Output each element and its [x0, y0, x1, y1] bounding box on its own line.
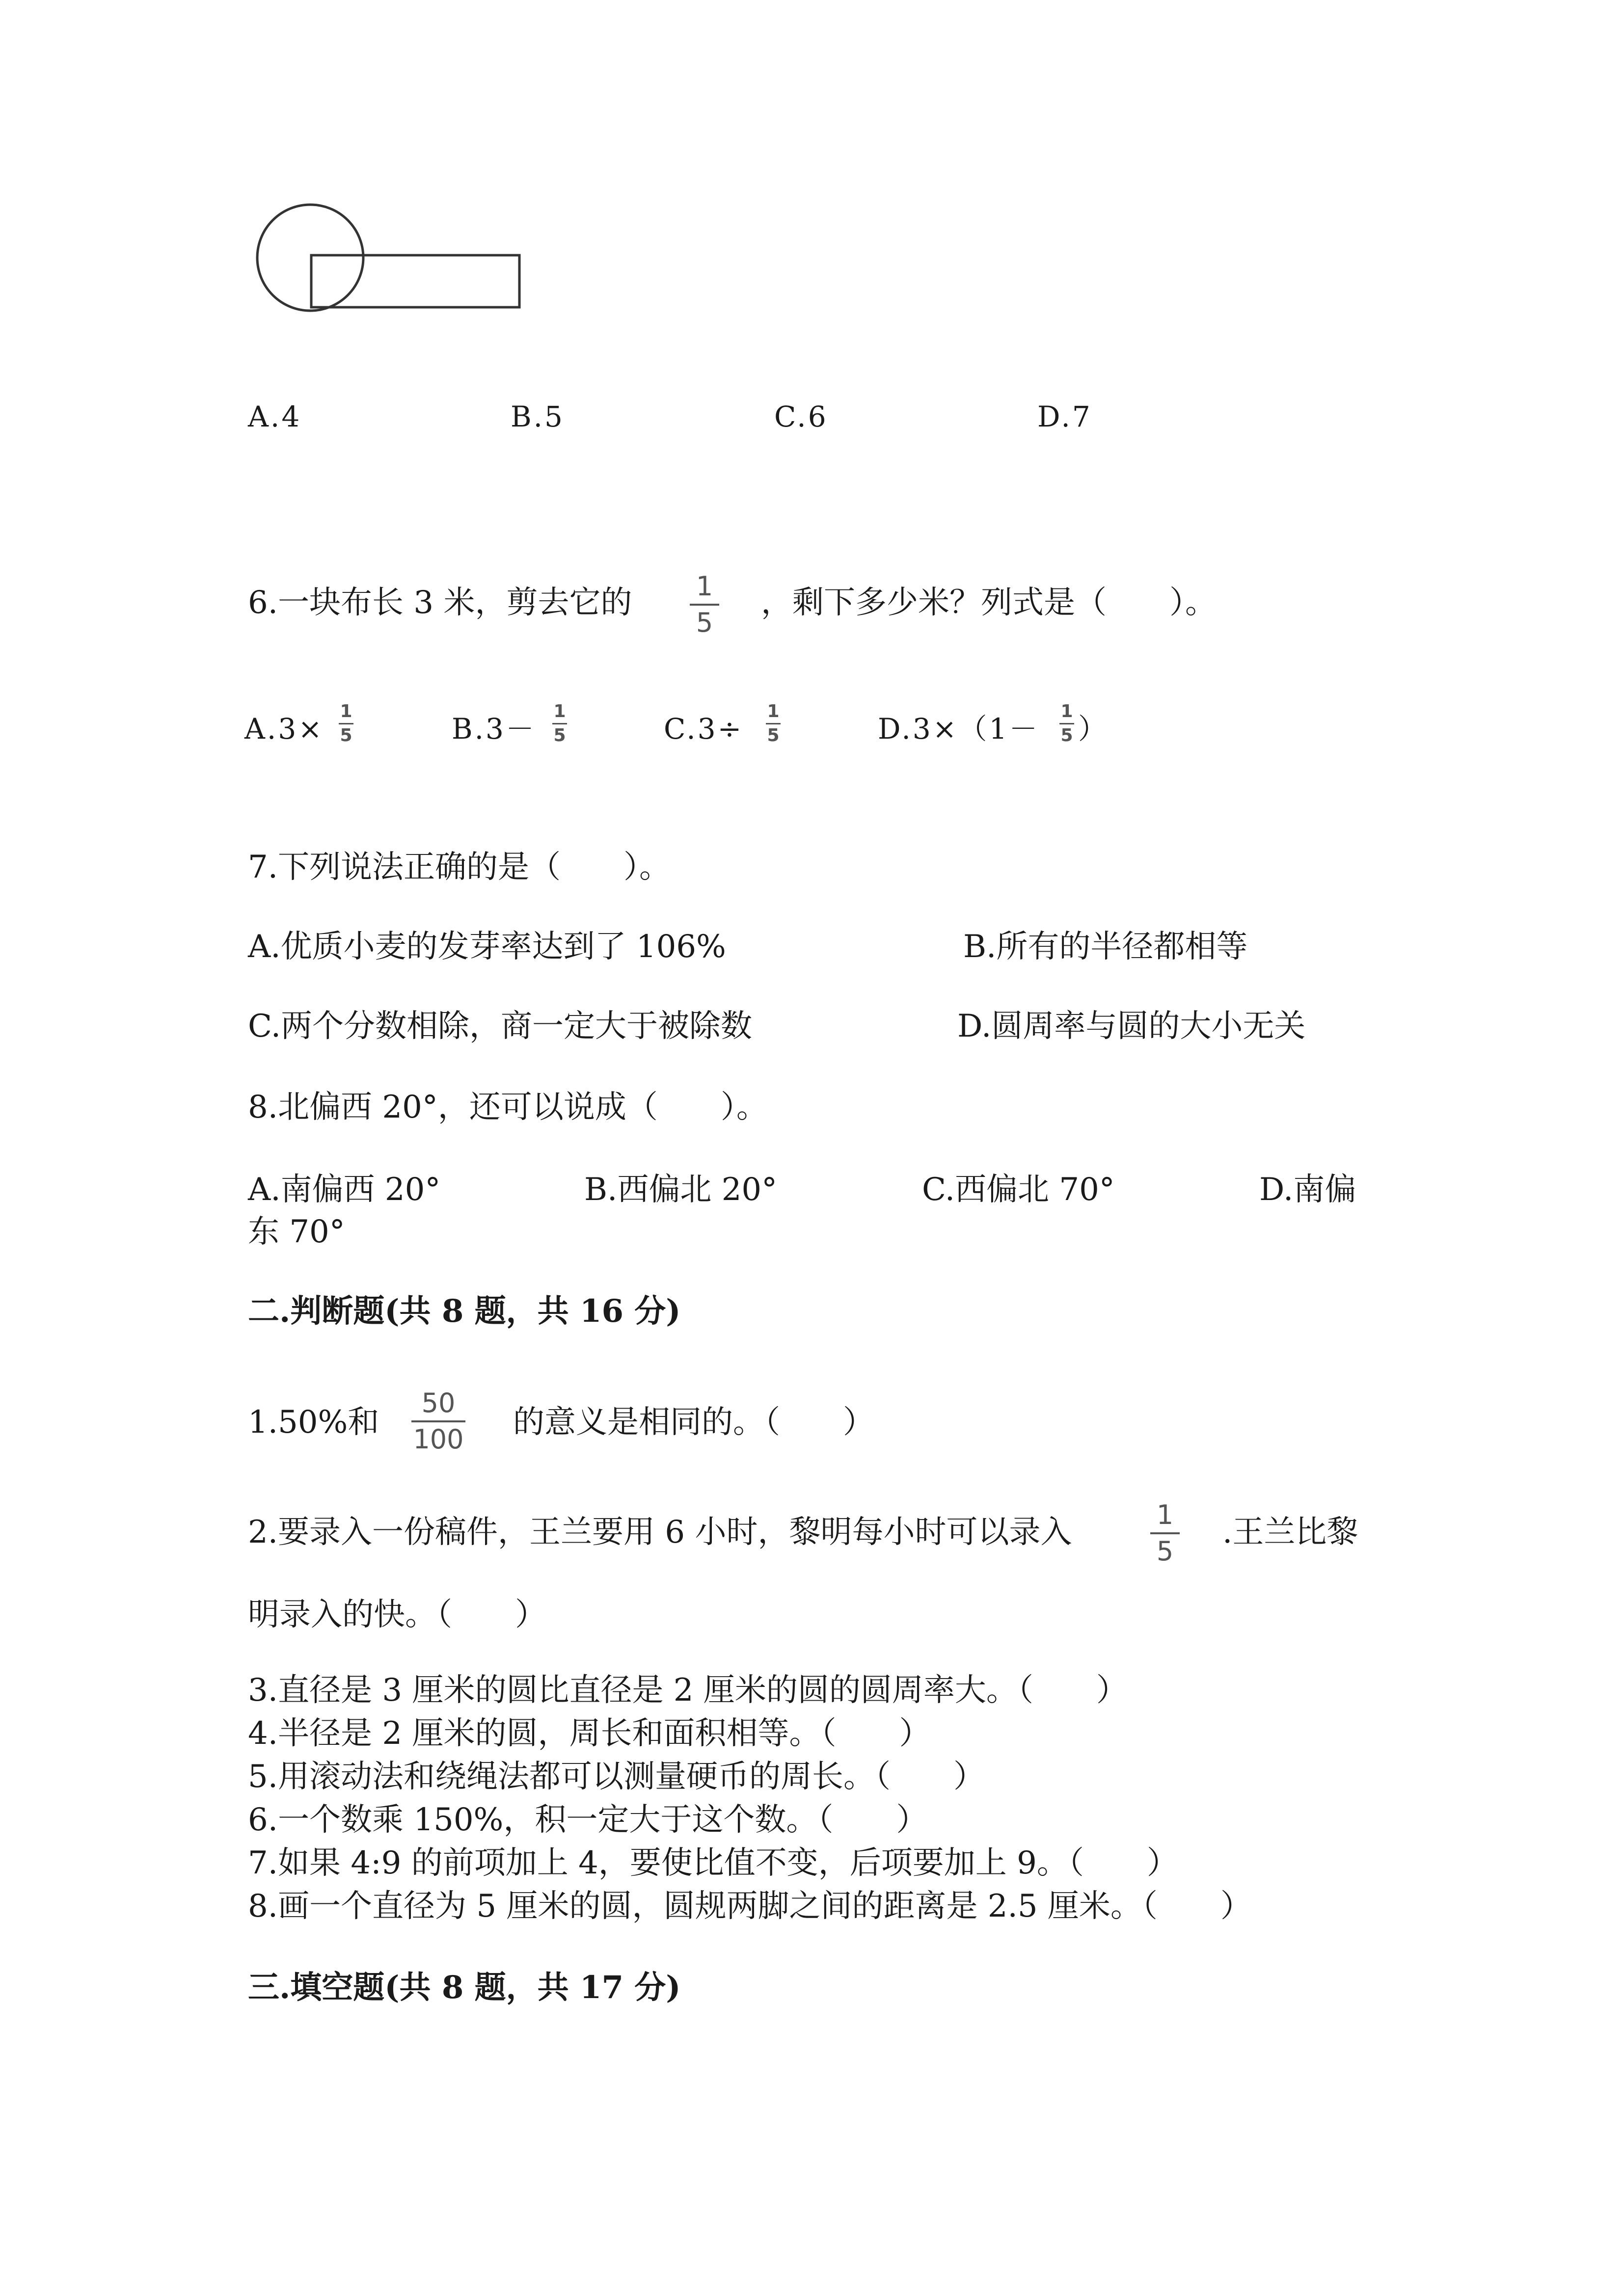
- s2-q8: 8.画一个直径为 5 厘米的圆，圆规两脚之间的距离是 2.5 厘米。（ ）: [248, 1888, 1252, 1924]
- fraction-num: 50: [421, 1388, 456, 1418]
- fraction-den: 100: [413, 1424, 464, 1455]
- q6-option-d-fraction: [1059, 703, 1074, 745]
- fraction-bar: [1059, 723, 1074, 724]
- s2-q6: 6.一个数乘 150%，积一定大于这个数。（ ）: [248, 1802, 928, 1838]
- q6-option-d-close: ）: [1078, 712, 1109, 746]
- q6-fraction: [690, 573, 719, 636]
- s2-q4: 4.半径是 2 厘米的圆，周长和面积相等。（ ）: [248, 1715, 931, 1752]
- fraction-num: 1: [553, 701, 566, 721]
- q6-option-c: C.3÷: [664, 712, 744, 746]
- q8-option-d: D.南偏: [1259, 1172, 1356, 1208]
- s2-q2-line2: 明录入的快。（ ）: [248, 1597, 546, 1633]
- fraction-den: 5: [340, 725, 352, 746]
- fraction-num: 1: [767, 701, 780, 721]
- q6-stem-suffix: ，剩下多少米？列式是（ ）。: [761, 585, 1217, 621]
- s2-q1-fraction: [411, 1390, 465, 1453]
- fraction-bar: [411, 1420, 465, 1422]
- q6-option-b-fraction: [552, 703, 567, 745]
- fraction-num: 1: [1060, 701, 1073, 721]
- fraction-den: 5: [1156, 1536, 1174, 1567]
- section3-title: 三.填空题(共 8 题，共 17 分): [248, 1969, 681, 2006]
- s2-q2-fraction: [1150, 1499, 1180, 1567]
- q7-option-d: D.圆周率与圆的大小无关: [957, 1008, 1306, 1044]
- q7-option-a: A.优质小麦的发芽率达到了 106%: [248, 929, 726, 965]
- q8-option-c: C.西偏北 70°: [922, 1172, 1115, 1208]
- q6-option-a: A.3×: [244, 712, 324, 746]
- circle-rectangle-figure: [250, 201, 525, 319]
- q5-option-b: B.5: [511, 400, 565, 433]
- s2-q1-suffix: 的意义是相同的。（ ）: [513, 1404, 874, 1441]
- s2-q2-line1-end: .王兰比黎: [1222, 1514, 1358, 1550]
- q5-option-d: D.7: [1037, 400, 1092, 433]
- s2-q7: 7.如果 4:9 的前项加上 4，要使比值不变，后项要加上 9。（ ）: [248, 1845, 1178, 1881]
- q8-option-a: A.南偏西 20°: [248, 1172, 441, 1208]
- q7-option-c: C.两个分数相除，商一定大于被除数: [248, 1008, 753, 1044]
- fraction-den: 5: [1060, 725, 1073, 746]
- q5-option-a: A.4: [248, 400, 302, 433]
- q6-option-c-fraction: [766, 703, 781, 745]
- q6-option-b: B.3－: [452, 712, 536, 746]
- fraction-bar: [1150, 1532, 1180, 1534]
- q7-option-b: B.所有的半径都相等: [963, 929, 1248, 965]
- q8-option-d-wrap: 东 70°: [248, 1214, 345, 1250]
- s2-q1-prefix: 1.50%和: [248, 1404, 379, 1441]
- s2-q2-line1: 2.要录入一份稿件，王兰要用 6 小时，黎明每小时可以录入: [248, 1514, 1072, 1550]
- q8-stem: 8.北偏西 20°，还可以说成（ ）。: [248, 1089, 768, 1125]
- q6-stem-prefix: 6.一块布长 3 米，剪去它的: [248, 585, 632, 621]
- fraction-bar: [690, 604, 719, 606]
- fraction-num: 1: [340, 701, 352, 721]
- q6-option-d: D.3×（1－: [878, 712, 1040, 746]
- fraction-bar: [552, 723, 567, 724]
- fraction-den: 5: [767, 725, 780, 746]
- section2-title: 二.判断题(共 8 题，共 16 分): [248, 1293, 681, 1330]
- fraction-num: 1: [1156, 1499, 1174, 1530]
- q5-option-c: C.6: [774, 400, 828, 433]
- q6-fraction-num: 1: [696, 571, 713, 602]
- s2-q3: 3.直径是 3 厘米的圆比直径是 2 厘米的圆的圆周率大。（ ）: [248, 1672, 1128, 1709]
- fraction-bar: [766, 723, 781, 724]
- fraction-den: 5: [553, 725, 566, 746]
- q8-option-b: B.西偏北 20°: [584, 1172, 778, 1208]
- s2-q5: 5.用滚动法和绕绳法都可以测量硬币的周长。（ ）: [248, 1759, 985, 1795]
- q6-option-a-fraction: [339, 703, 353, 745]
- fraction-bar: [339, 723, 353, 724]
- q7-stem: 7.下列说法正确的是（ ）。: [248, 849, 671, 885]
- q6-fraction-den: 5: [696, 607, 713, 638]
